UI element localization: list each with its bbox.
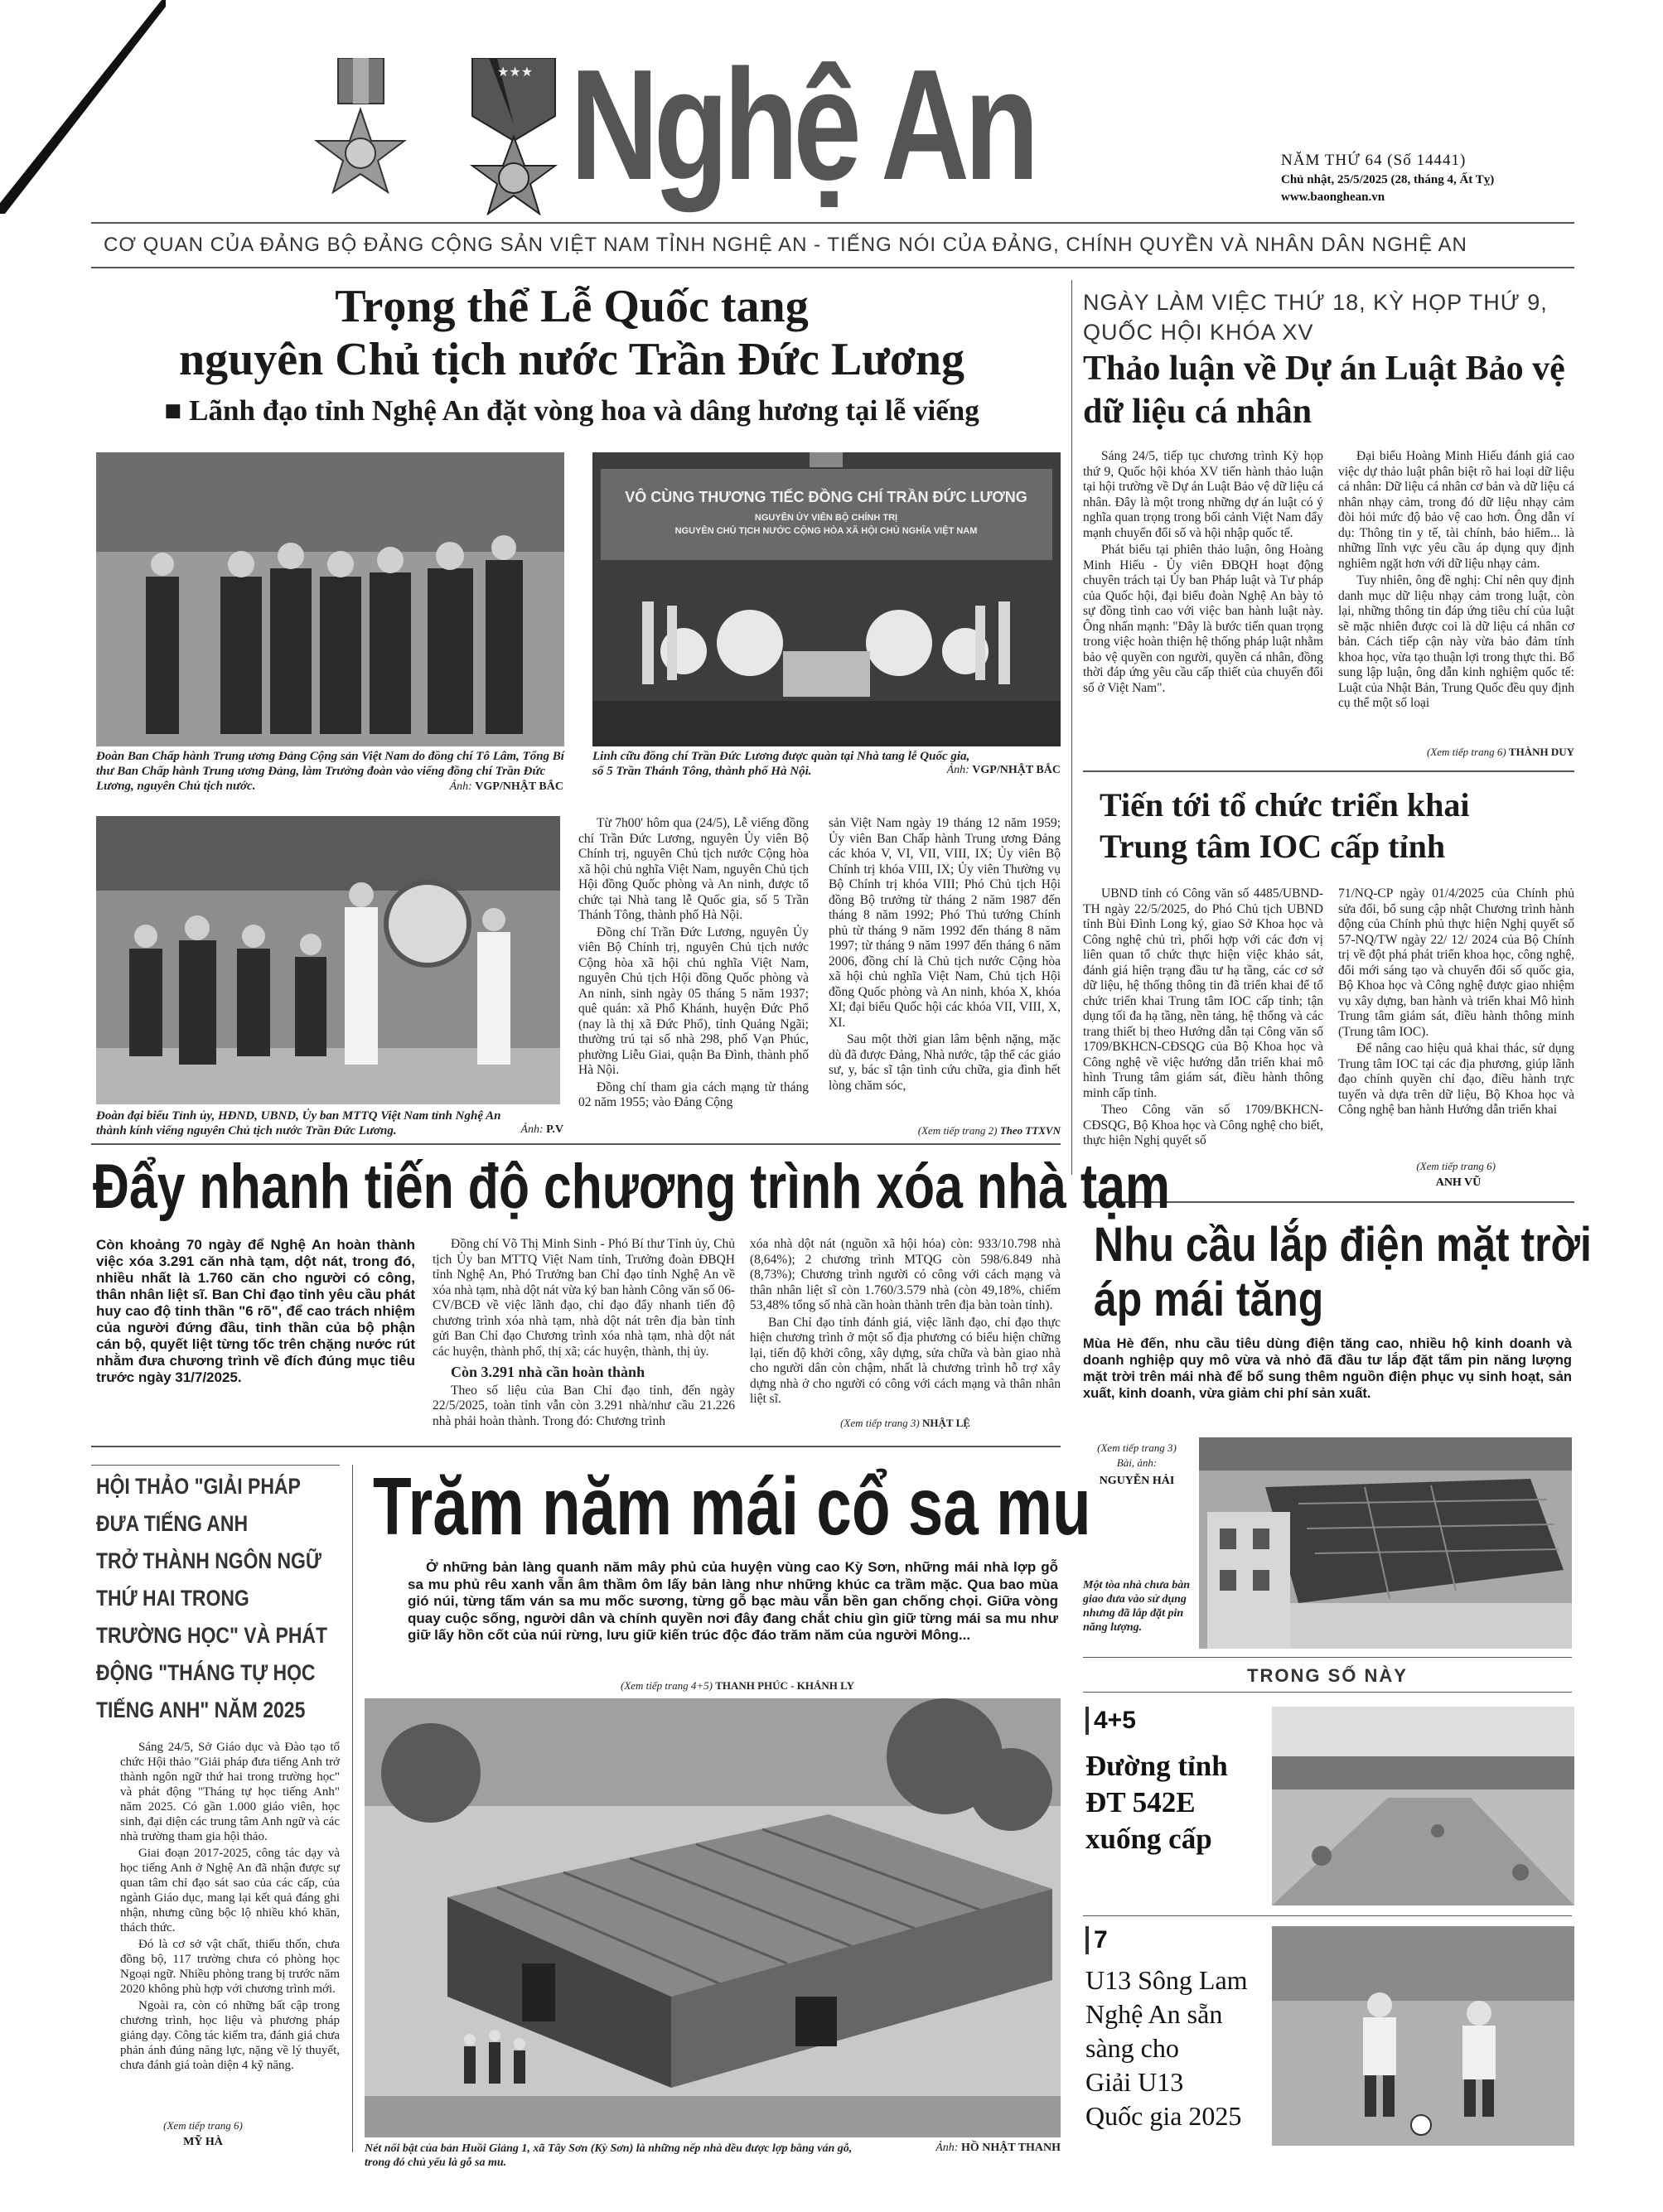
photo-nghe-an-delegation-caption: Đoàn đại biểu Tỉnh ủy, HĐND, UBND, Ủy ban MTTQ Việt Nam tỉnh Nghệ An thành kính viếng nguyên Chủ tịch nước Trần Đức Lương. [96,1109,501,1137]
slogan-rule-bottom [91,267,1574,268]
ioc-title-2[interactable]: Trung tâm IOC cấp tỉnh [1100,828,1446,865]
ioc-author: ANH VŨ [1435,1176,1482,1189]
ioc-continue[interactable]: (Xem tiếp trang 6) [1416,1160,1496,1172]
inside-rule [1083,1657,1572,1658]
credit-prefix: Ảnh: [935,2142,959,2154]
paragraph: Theo Công văn số 1709/BKHCN-CĐSQG, Bộ Khoa học và Công nghệ cho biết, thực hiện Nghị quyết số [1083,1103,1323,1147]
paragraph: Đó là cơ sở vật chất, thiếu thốn, chưa đồng bộ, 117 trường chưa có phòng học Ngoại ngữ. Nhiều phòng trang bị trước năm 2020 không phù hợp với chương trình mới. [120,1938,340,1996]
inside-title-line: ĐT 542E [1085,1786,1196,1818]
solar-continue[interactable]: (Xem tiếp trang 3) [1097,1442,1177,1454]
photo-nghe-an-delegation-credit [464,1123,563,1137]
nhatam-subhead: Còn 3.291 nhà cần hoàn thành [451,1364,645,1380]
inside-item-1[interactable] [1085,1707,1574,1914]
credit-prefix: Ảnh: [520,1123,544,1136]
credit-name: P.V [546,1123,563,1136]
photo-funeral-hall[interactable] [592,452,1061,746]
nhatam-lead: Còn khoảng 70 ngày để Nghệ An hoàn thành việc xóa 3.291 căn nhà tạm, dột nát, trong đó, nhiều nhất là 1.760 căn cho người có công, thân nhân liệt sĩ. Ban Chỉ đạo tỉnh yêu cầu phát huy cao độ tinh thần "6 rõ", để cao trách nhiệm của người đứng đầu, tinh thần của bộ phận cán bộ, quyết liệt từng tốc trên chặng nước rút nhằm đưa chương trình về đích đúng mục tiêu trước ngày 31/7/2025. [96,1237,415,1385]
samu-title[interactable]: Trăm năm mái cổ sa mu [373,1461,1091,1552]
continue-author: Theo TTXVN [999,1124,1061,1137]
solar-lead: Mùa Hè đến, nhu cầu tiêu dùng điện tăng cao, nhiều hộ kinh doanh và doanh nghiệp quy mô vừa và nhỏ đã đầu tư lắp đặt tấm pin năng lượng mặt trời trên mái nhà để bổ sung thêm nguồn điện phục vụ sinh hoạt, sản xuất, kinh doanh, vừa giảm chi phí sản xuất. [1083,1336,1572,1401]
inside-page-number: 4+5 [1085,1707,1136,1735]
credit-prefix: Ảnh: [946,764,969,776]
continue-author: NHẬT LỆ [922,1417,970,1429]
nhatam-rule-bottom [91,1446,1061,1447]
credit-name: HỒ NHẬT THANH [960,2142,1061,2154]
paragraph: Đồng chí tham gia cách mạng từ tháng 02 năm 1955; vào Đảng Cộng [578,1079,809,1109]
solar-title-2[interactable]: áp mái tăng [1094,1273,1324,1326]
inside-page-number: 7 [1085,1926,1108,1954]
english-author: MỸ HÀ [183,2136,223,2148]
inside-title-line: Giải U13 [1085,2067,1184,2097]
nhatam-col-1 [433,1237,735,1431]
inside-title-line: Nghệ An sẵn [1085,1999,1223,2029]
website[interactable]: www.baonghean.vn [1281,191,1385,204]
lead-title-1[interactable]: Trọng thể Lễ Quốc tang [335,281,809,332]
paragraph: Sáng 24/5, tiếp tục chương trình Kỳ họp thứ 9, Quốc hội khóa XV tiến hành thảo luận tại hội trường về Dự án Luật Bảo vệ dữ liệu cá nhân. Đây là một trong những dự án luật có ý nghĩa quan trọng trong bối cảnh Việt Nam đẩy mạnh chuyển đổi số và hội nhập quốc tế. [1083,449,1323,540]
slogan: CƠ QUAN CỦA ĐẢNG BỘ ĐẢNG CỘNG SẢN VIỆT NAM TỈNH NGHỆ AN - TIẾNG NÓI CỦA ĐẢNG, CHÍNH QUYỀN VÀ NHÂN DÂN NGHỆ AN [104,234,1467,256]
ioc-col-1 [1083,886,1323,1151]
paragraph: Sau một thời gian lâm bệnh nặng, mặc dù đã được Đảng, Nhà nước, tập thể các giáo sư, y, bác sĩ tận tình cứu chữa, gia đình hết lòng chăm sóc, [829,1032,1061,1093]
solar-title-1[interactable]: Nhu cầu lắp điện mặt trời [1094,1218,1592,1272]
continue-author: THÀNH DUY [1508,746,1574,758]
inside-item-title [1085,1963,1248,2133]
credit-name: VGP/NHẬT BẮC [972,764,1061,776]
photo-solar-caption: Một tòa nhà chưa bàn giao đưa vào sử dụng nhưng đã lắp đặt pin năng lượng. [1083,1579,1190,1634]
english-divider [352,1465,353,2152]
photo-delegation-caption: Đoàn Ban Chấp hành Trung ương Đảng Cộng sản Việt Nam do đồng chí Tô Lâm, Tổng Bí thư Ban Chấp hành Trung ương Đảng, làm Trưởng đoàn vào viếng đồng chí Trần Đức Lương, nguyên Chủ tịch nước. [96,750,564,793]
paragraph: xóa nhà dột nát (nguồn xã hội hóa) còn: 933/10.798 nhà (8,64%); 2 chương trình MTQG còn 598/6.849 nhà (8,73%); Chương trình người có công với cách mạng và thân nhân liệt sĩ còn 1.760/3.579 nhà (còn 49,18%, chiếm 53,48% tổng số nhà cần hoàn thành trên địa bàn toàn tỉnh). [750,1237,1061,1312]
continue-text: (Xem tiếp trang 4+5) [620,1679,713,1692]
paragraph: Ngoài ra, còn có những bất cập trong chương trình, học liệu và phương pháp giảng dạy. Công tác kiểm tra, đánh giá chưa phản ánh đúng năng lực, nặng về lý thuyết, chưa đánh giá toàn diện 4 kỹ năng. [120,1999,340,2072]
continue-text: (Xem tiếp trang 3) [840,1417,920,1429]
solar-byline: Bài, ảnh: [1116,1456,1158,1469]
inside-divider [1083,1915,1572,1916]
english-title[interactable] [96,1468,345,1729]
paragraph: 71/NQ-CP ngày 01/4/2025 của Chính phủ sửa đổi, bổ sung cập nhật Chương trình hành động của Chính phủ thực hiện Nghị quyết số 57-NQ/TW ngày 22/ 12/ 2024 của Bộ Chính trị về đột phá phát triển khoa học, công nghệ, đổi mới sáng tạo và chuyển đổi số quốc gia, Bộ Khoa học và Công nghệ được giao nhiệm vụ xây dựng, ban hành và triển khai Mô hình Trung tâm giám sát, điều hành thông minh (Trung tâm IOC). [1338,886,1574,1039]
english-title-line: TRƯỜNG HỌC" VÀ PHÁT [96,1623,327,1648]
inside-title-line: Quốc gia 2025 [1085,2101,1242,2131]
lead-divider [1071,280,1072,1175]
continue-author: THANH PHÚC - KHÁNH LY [715,1679,854,1692]
inside-title-line: U13 Sông Lam [1085,1965,1248,1995]
paragraph: Sáng 24/5, Sở Giáo dục và Đào tạo tổ chức Hội thảo "Giải pháp đưa tiếng Anh trở thành ngôn ngữ thứ hai trong trường học" và phát động "Tháng tự học tiếng Anh" năm 2025. Có gần 1.000 giáo viên, học sinh, đại diện các trung tâm Anh ngữ và các nhà trường tham gia hội thảo. [120,1741,340,1843]
lead-body-col-1 [578,816,809,1113]
paragraph: Phát biểu tại phiên thảo luận, ông Hoàng Minh Hiếu - Ủy viên ĐBQH hoạt động chuyên trách tại Ủy ban Pháp luật và Tư pháp của Quốc hội, đại biểu đoàn Nghệ An bày tỏ sự đồng tình cao với việc ban hành luật này. Ông nhấn mạnh: "Đây là bước tiến quan trọng trong việc hoàn thiện hệ thống pháp luật nhằm bảo vệ quyền con người, quyền cá nhân, đồng thời đáp ứng yêu cầu cấp thiết của chuyển đổi số ở Việt Nam". [1083,543,1323,695]
photo-samu-house[interactable] [365,1698,1061,2137]
english-title-line: HỘI THẢO "GIẢI PHÁP [96,1474,301,1499]
hero-medal-icon [464,58,563,215]
qh-col-1 [1083,449,1323,698]
samu-lead: Ở những bản làng quanh năm mây phủ của huyện vùng cao Kỳ Sơn, những mái nhà lợp gỗ sa mu phủ rêu xanh vẫn âm thầm ôm lấy bản làng như những khúc ca trầm mặc. Qua bao mùa gió núi, từng tấm ván sa mu mốc sương, từng gỗ bạc màu vẫn bền gan chống chọi. Giữa vòng quay cuộc sống, người dân và chính quyền nơi đây đang chắt chiu gìn giữ từng mái sa mu như giữ lấy hồn cốt của núi rừng, lưu giữ kiến trúc độc đáo trăm năm của người Mông... [408,1559,1058,1643]
english-rule-top [91,1465,340,1466]
masthead-title[interactable]: Nghệ An [570,37,1035,213]
mourning-band [0,0,166,224]
paragraph: Đồng chí Trần Đức Lương, nguyên Ủy viên Bộ Chính trị, nguyên Chủ tịch nước Cộng hòa xã hội chủ nghĩa Việt Nam, nguyên Chủ tịch Hội đồng Quốc phòng và An ninh, sinh ngày 05 tháng 5 năm 1937; quê quán: xã Phổ Khánh, huyện Đức Phổ (nay là thị xã Đức Phổ), tỉnh Quảng Ngãi; thường trú tại số nhà 298, phố Vạn Phúc, phường Liễu Giai, quận Ba Đình, thành phố Hà Nội. [578,925,809,1077]
english-title-line: ĐƯA TIẾNG ANH [96,1511,249,1536]
photo-football [1272,1926,1574,2146]
nhatam-continue[interactable] [750,1417,1061,1430]
photo-samu-credit [829,2142,1061,2155]
paragraph: Từ 7h00' hôm qua (24/5), Lễ viếng đồng chí Trần Đức Lương, nguyên Ủy viên Bộ Chính trị, nguyên Chủ tịch nước Cộng hòa xã hội chủ nghĩa Việt Nam, nguyên Chủ tịch Hội đồng Quốc phòng và An ninh, được tổ chức tại Nhà tang lễ Quốc gia, số 5 Trần Thánh Tông, thành phố Hà Nội. [578,816,809,922]
solar-author: NGUYỄN HẢI [1099,1475,1175,1487]
lead-subtitle: ■ Lãnh đạo tỉnh Nghệ An đặt vòng hoa và dâng hương tại lễ viếng [164,394,979,427]
labor-medal-icon [313,58,408,215]
photo-road [1272,1707,1574,1905]
paragraph: UBND tỉnh có Công văn số 4485/UBND-TH ngày 22/5/2025, do Phó Chủ tịch UBND tỉnh Bùi Đình Long ký, giao Sở Khoa học và Công nghệ chủ trì, phối hợp với các đơn vị liên quan tổ chức thực hiện việc khảo sát, đánh giá hiện trạng đầu tư hạ tầng, các cơ sở dữ liệu, hệ thống thông tin đã triển khai để tổ chức triển khai Trung tâm IOC cấp tỉnh; tận dụng tối đa hạ tầng, nền tảng, hệ thống và các trang thiết bị theo Hướng dẫn tại Công văn số 1709/BKHCN-CĐSQG của Bộ Khoa học và Công nghệ về việc hướng dẫn triển khai mô hình Trung tâm giám sát, điều hành thông minh cấp tỉnh. [1083,886,1323,1100]
lead-title-2[interactable]: nguyên Chủ tịch nước Trần Đức Lương [178,334,965,385]
paragraph: Theo số liệu của Ban Chỉ đạo tỉnh, đến ngày 22/5/2025, toàn tỉnh vẫn còn 3.291 nhà/như cầu 21.226 nhà phải hoàn thành. Trong đó: Chương trình [433,1383,735,1428]
qh-continue[interactable] [1338,746,1574,759]
continue-text: (Xem tiếp trang 6) [1426,746,1506,758]
inside-item-title [1085,1748,1228,1857]
banner-text-3: NGUYÊN CHỦ TỊCH NƯỚC CỘNG HÒA XÃ HỘI CHỦ NGHĨA VIỆT NAM [674,526,978,536]
banner-text-1: VÔ CÙNG THƯƠNG TIẾC ĐỒNG CHÍ TRẦN ĐỨC LƯƠNG [625,489,1027,505]
slogan-rule-top [91,222,1574,224]
inside-title-line: Đường tỉnh [1085,1750,1228,1782]
paragraph: sản Việt Nam ngày 19 tháng 12 năm 1959; Ủy viên Ban Chấp hành Trung ương Đảng các khóa V, VI, VII, VIII, IX; Ủy viên Bộ Chính trị khóa VIII, IX; Ủy viên Thường vụ Bộ Chính trị khóa VIII; Phó Chủ tịch Hội đồng Bộ trưởng từ tháng 2 năm 1987 đến tháng 8 năm 1992; Phó Thủ tướng Chính phủ từ tháng 9 năm 1992 đến tháng 8 năm 1997; từ tháng 9 năm 1997 đến tháng 6 năm 2006, đồng chí là Chủ tịch nước Cộng hòa xã hội chủ nghĩa Việt Nam, Chủ tịch Hội đồng Quốc phòng và An ninh, khóa X, khóa XI; đại biểu Quốc hội các khóa VII, VIII, X, XI. [829,816,1061,1030]
english-title-line: ĐỘNG "THÁNG TỰ HỌC [96,1660,316,1685]
inside-title-line: sàng cho [1085,2033,1179,2063]
svg-text:★★★: ★★★ [497,64,534,80]
lead-body-col-2 [829,816,1061,1095]
inside-rule-2 [1083,1692,1572,1693]
continue-text: (Xem tiếp trang 2) [917,1124,998,1137]
qh-col-2 [1338,449,1574,713]
paragraph: Đại biểu Hoàng Minh Hiếu đánh giá cao việc dự thảo luật phân biệt rõ hai loại dữ liệu cá nhân: Dữ liệu cá nhân cơ bản và dữ liệu cá nhân nhạy cảm, trong đó dữ liệu nhạy cảm đòi hỏi mức độ bảo vệ cao hơn. Ông dẫn ví dụ: Thông tin y tế, tài chính, bảo hiểm... là những lĩnh vực yêu cầu áp dụng quy định nghiêm ngặt hơn với dữ liệu nhạy cảm. [1338,449,1574,571]
photo-delegation[interactable] [96,452,564,746]
nhatam-rule-top [91,1143,1061,1145]
nhatam-col-2 [750,1237,1061,1409]
english-title-line: THỨ HAI TRONG [96,1586,249,1611]
issue-number: NĂM THỨ 64 (Số 14441) [1281,152,1467,169]
photo-funeral-hall-credit [812,764,1061,777]
english-title-line: TRỞ THÀNH NGÔN NGỮ [96,1548,321,1573]
credit-name: VGP/NHẬT BẮC [475,780,563,793]
lead-continue[interactable] [829,1124,1061,1137]
paragraph: Giai đoạn 2017-2025, công tác dạy và học tiếng Anh ở Nghệ An đã nhận được sự quan tâm chỉ đạo sát sao của các cấp, của ngành Giáo dục, mang lại kết quả đáng ghi nhận, nhưng cũng bộc lộ nhiều khó khăn, thách thức. [120,1847,340,1934]
photo-nghe-an-delegation[interactable] [96,816,560,1104]
photo-solar-roof[interactable] [1199,1437,1572,1649]
banner-text-2: NGUYÊN ỦY VIÊN BỘ CHÍNH TRỊ [754,513,898,523]
paragraph: Tuy nhiên, ông đề nghị: Chỉ nên quy định danh mục dữ liệu nhạy cảm trong luật, còn lại, những thông tin đáp ứng tiêu chí của luật sẽ mặc nhiên được coi là dữ liệu cá nhân cơ bản. Cách tiếp cận này vừa bảo đảm tính khoa học, vừa tạo thuận lợi trong thực thi. Bổ sung lập luận, ông dẫn kinh nghiệm quốc tế: Luật của Nhật Bản, Trung Quốc đều quy định cụ thể một số loại [1338,573,1574,710]
inside-title-line: xuống cấp [1085,1823,1212,1855]
english-continue[interactable]: (Xem tiếp trang 6) [163,2119,243,2132]
qh-title-2[interactable]: dữ liệu cá nhân [1083,393,1313,431]
paragraph: Ban Chỉ đạo tỉnh đánh giá, việc lãnh đạo, chỉ đạo thực hiện chương trình ở một số địa phương có biểu hiện chững lại, tiến độ khởi công, xây dựng, sửa chữa và bàn giao nhà cho người dân còn chậm, nhất là chương trình hỗ trợ xây dựng nhà ở cho người có công với cách mạng và thân nhân liệt sĩ. [750,1315,1061,1406]
photo-samu-caption: Nét nổi bật của bản Huồi Giảng 1, xã Tây Sơn (Kỳ Sơn) là những nếp nhà dều được lợp bằng ván gỗ, trong đó chủ yếu là gỗ sa mu. [365,2142,853,2169]
samu-continue[interactable] [580,1679,895,1693]
credit-prefix: Ảnh: [449,780,472,793]
english-title-line: TIẾNG ANH" NĂM 2025 [96,1698,306,1722]
inside-item-2[interactable] [1085,1926,1574,2162]
qh-kicker-1: NGÀY LÀM VIỆC THỨ 18, KỲ HỌP THỨ 9, [1083,290,1548,315]
qh-title-1[interactable]: Thảo luận về Dự án Luật Bảo vệ [1083,350,1565,388]
photo-funeral-hall-caption: Linh cữu đồng chí Trần Đức Lương được quàn tại Nhà tang lễ Quốc gia, số 5 Trần Thánh Tông, thành phố Hà Nội. [592,750,970,778]
qh-kicker-2: QUỐC HỘI KHÓA XV [1083,320,1314,345]
paragraph: Đồng chí Võ Thị Minh Sinh - Phó Bí thư Tỉnh ủy, Chủ tịch Ủy ban MTTQ Việt Nam tỉnh, Trưởng đoàn ĐBQH tỉnh Nghệ An, Phó Trưởng ban Chỉ đạo tỉnh Nghệ An về xóa nhà tạm, nhà dột nát vừa ký ban hành Công văn số 06-CV/BCĐ về việc lãnh đạo, chỉ đạo đẩy nhanh tiến độ chương trình xóa nhà tạm, nhà dột nát trên địa bàn tỉnh gửi Ban Chỉ đạo Chương trình xóa nhà tạm, nhà dột nát các huyện, thành phố, thị xã; các huyện, thành, thị ủy. [433,1237,735,1359]
ioc-col-2 [1338,886,1574,1120]
inside-heading: TRONG SỐ NÀY [1247,1665,1408,1686]
photo-delegation-credit [315,780,563,794]
qh-divider [1083,770,1574,772]
english-body [120,1740,340,2074]
ioc-title-1[interactable]: Tiến tới tổ chức triển khai [1100,786,1470,823]
issue-date: Chủ nhật, 25/5/2025 (28, tháng 4, Ất Tỵ) [1281,173,1495,186]
nhatam-title[interactable]: Đẩy nhanh tiến độ chương trình xóa nhà tạm [93,1152,1170,1222]
paragraph: Để nâng cao hiệu quả khai thác, sử dụng Trung tâm IOC tại các địa phương, giúp lãnh đạo chính quyền chỉ đạo, điều hành trực tuyến và dựa trên dữ liệu, Bộ Khoa học và Công nghệ ban hành Hướng dẫn triển khai [1338,1041,1574,1117]
